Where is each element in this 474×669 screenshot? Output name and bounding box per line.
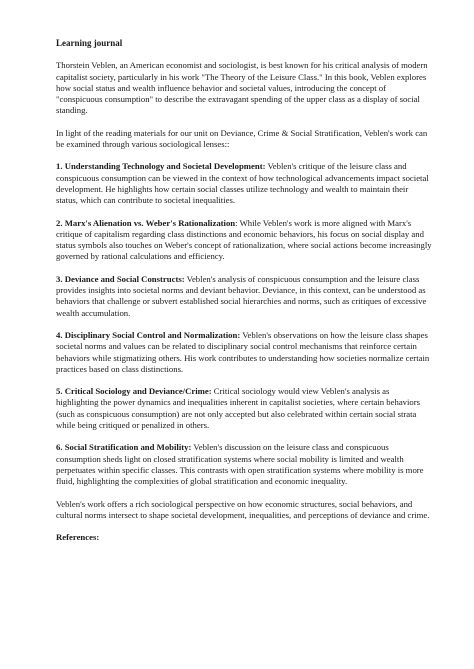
item-text: Veblen's critique of the leisure class and conspicuous consumption can be viewed in the context of how technological advancements impact societal development. He highlights how certain social classes utilize technology and wealth to maintain their status, which can contribute to societal inequalities. [56, 161, 429, 206]
conclusion-paragraph: Veblen's work offers a rich sociological perspective on how economic structures, social behaviors, and cultural norms intersect to shape societal development, inequalities, and perceptions of deviance and crime. [56, 498, 430, 520]
item-text: Critical sociology would view Veblen's analysis as highlighting the power dynamics and inequalities inherent in capitalist societies, where certain behaviors (such as conspicuous consumption) are not only accepted but also celebrated within certain social strata while being critiqued or penalized in others. [56, 386, 421, 431]
references-heading: References: [56, 532, 100, 543]
document-title: Learning journal [56, 38, 123, 48]
intro-paragraph: Thorstein Veblen, an American economist and sociologist, is best known for his critical analysis of modern capitalist society, particularly in his work "The Theory of the Leisure Class." In this book, Veblen explores how social status and wealth influence behavior and societal values, introducing the concept of "conspicuous consumption" to describe the extravagant spending of the upper class as a display of social standing. [56, 60, 428, 116]
item-text: Veblen's discussion on the leisure class and conspicuous consumption sheds light on closed stratification systems where social mobility is limited and wealth perpetuates within specific classes. This contrasts with open stratification systems where mobility is more fluid, highlighting the complexities of global stratification and economic inequality. [56, 442, 424, 487]
item-text: Veblen's observations on how the leisure class shapes societal norms and values can be related to disciplinary social control mechanisms that reinforce certain behaviors while stigmatizing others. His work contributes to understanding how societies normalize certain practices based on class distinctions. [56, 329, 430, 374]
item-heading: 2. Marx's Alienation vs. Weber's Rationalization [56, 217, 236, 228]
item-heading: 5. Critical Sociology and Deviance/Crime: [56, 386, 212, 397]
list-item [56, 161, 432, 206]
list-item [56, 274, 432, 319]
item-text: : While Veblen's work is more aligned with Marx's critique of capitalism regarding class distinctions and economic behaviors, his focus on social display and status symbols also touches on Weber's concept of rationalization, where social actions become increasingly governed by rational calculations and efficiency. [56, 217, 432, 262]
lead-paragraph: In light of the reading materials for our unit on Deviance, Crime & Social Stratification, Veblen's work can be examined through various sociological lenses:: [56, 127, 428, 150]
item-heading: 6. Social Stratification and Mobility: [56, 442, 192, 453]
list-item [56, 386, 432, 431]
item-heading: 1. Understanding Technology and Societal Development: [56, 161, 266, 172]
item-heading: 3. Deviance and Social Constructs: [56, 273, 185, 284]
list-item [56, 330, 432, 375]
item-text: Veblen's analysis of conspicuous consumption and the leisure class provides insights into societal norms and deviant behavior. Deviance, in this context, can be understood as behaviors that challenge or subvert established social hierarchies and norms, such as critiques of excessive wealth accumulation. [56, 273, 427, 318]
item-heading: 4. Disciplinary Social Control and Normalization: [56, 329, 241, 340]
list-item [56, 442, 432, 487]
list-item [56, 218, 432, 263]
